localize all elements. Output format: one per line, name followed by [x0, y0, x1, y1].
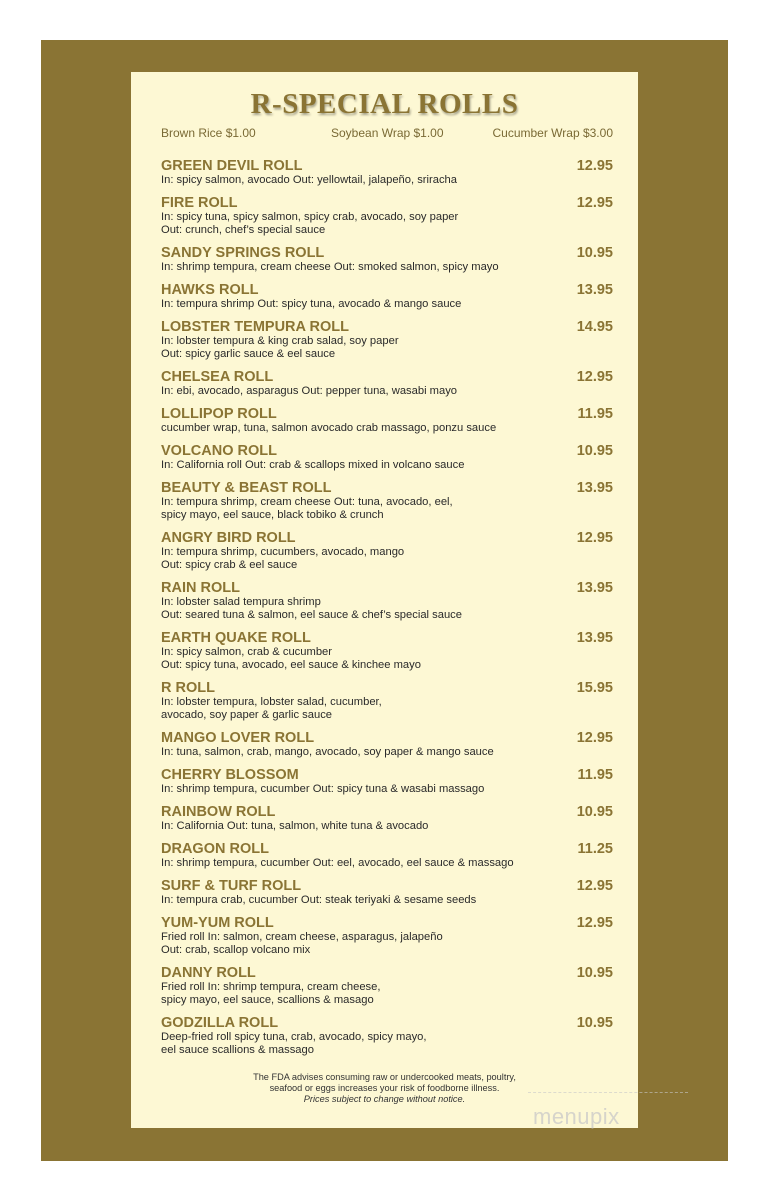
item-name: RAINBOW ROLL — [161, 804, 276, 820]
item-name: SURF & TURF ROLL — [161, 878, 302, 894]
item-price: 12.95 — [576, 915, 613, 931]
menu-item — [161, 915, 613, 965]
menu-item — [161, 878, 613, 915]
item-name: CHERRY BLOSSOM — [161, 767, 299, 783]
menu-item — [161, 680, 613, 730]
item-price: 12.95 — [576, 530, 613, 546]
item-price: 15.95 — [576, 680, 613, 696]
item-price: 12.95 — [576, 369, 613, 385]
option-soybean-wrap: Soybean Wrap $1.00 — [331, 126, 444, 140]
item-name: YUM-YUM ROLL — [161, 915, 274, 931]
menu-item — [161, 630, 613, 680]
menu-item — [161, 158, 613, 195]
item-price: 12.95 — [576, 195, 613, 211]
item-name: ANGRY BIRD ROLL — [161, 530, 296, 546]
menu-item — [161, 443, 613, 480]
item-description: In: tempura crab, cucumber Out: steak teriyaki & sesame seeds — [161, 894, 477, 906]
item-price: 11.25 — [577, 841, 613, 857]
disclaimer-line: seafood or eggs increases your risk of foodborne illness. — [269, 1083, 500, 1093]
item-name: RAIN ROLL — [161, 580, 240, 596]
item-price: 12.95 — [576, 730, 613, 746]
item-name: EARTH QUAKE ROLL — [161, 630, 311, 646]
item-description: In: lobster salad tempura shrimp Out: seared tuna & salmon, eel sauce & chef’s special sauce — [161, 596, 462, 621]
menu-item — [161, 1015, 613, 1065]
item-description: Fried roll In: shrimp tempura, cream cheese, spicy mayo, eel sauce, scallions & masago — [161, 981, 381, 1006]
item-description: Fried roll In: salmon, cream cheese, asparagus, jalapeño Out: crab, scallop volcano mix — [161, 931, 443, 956]
menu-item — [161, 841, 613, 878]
item-description: In: tempura shrimp, cucumbers, avocado, mango Out: spicy crab & eel sauce — [161, 546, 405, 571]
item-description: cucumber wrap, tuna, salmon avocado crab massago, ponzu sauce — [161, 422, 497, 434]
item-price: 12.95 — [576, 158, 613, 174]
item-description: In: California roll Out: crab & scallops mixed in volcano sauce — [161, 459, 465, 471]
item-price: 13.95 — [576, 480, 613, 496]
item-description: In: tempura shrimp, cream cheese Out: tuna, avocado, eel, spicy mayo, eel sauce, black tobiko & crunch — [161, 496, 453, 521]
item-price: 13.95 — [576, 580, 613, 596]
option-brown-rice: Brown Rice $1.00 — [161, 126, 256, 140]
item-description: In: spicy salmon, crab & cucumber Out: spicy tuna, avocado, eel sauce & kinchee mayo — [161, 646, 421, 671]
item-price: 13.95 — [576, 282, 613, 298]
item-description: In: California Out: tuna, salmon, white tuna & avocado — [161, 820, 429, 832]
item-price: 10.95 — [576, 245, 613, 261]
item-description: In: spicy tuna, spicy salmon, spicy crab, avocado, soy paper Out: crunch, chef’s special sauce — [161, 211, 459, 236]
item-price: 14.95 — [576, 319, 613, 335]
item-name: MANGO LOVER ROLL — [161, 730, 315, 746]
menu-item — [161, 195, 613, 245]
item-description: In: lobster tempura, lobster salad, cucumber, avocado, soy paper & garlic sauce — [161, 696, 382, 721]
item-name: BEAUTY & BEAST ROLL — [161, 480, 332, 496]
menu-title: R-SPECIAL ROLLS — [250, 88, 519, 120]
item-price: 12.95 — [576, 878, 613, 894]
menu-item — [161, 580, 613, 630]
menu-item — [161, 804, 613, 841]
item-description: Deep-fried roll spicy tuna, crab, avocado, spicy mayo, eel sauce scallions & massago — [161, 1031, 427, 1056]
menu-item — [161, 767, 613, 804]
item-name: DANNY ROLL — [161, 965, 256, 981]
menu-item — [161, 406, 613, 443]
item-name: FIRE ROLL — [161, 195, 238, 211]
item-price: 11.95 — [577, 767, 613, 783]
item-name: DRAGON ROLL — [161, 841, 269, 857]
item-price: 10.95 — [576, 804, 613, 820]
menu-item — [161, 480, 613, 530]
wrap-options — [161, 126, 613, 144]
item-description: In: lobster tempura & king crab salad, soy paper Out: spicy garlic sauce & eel sauce — [161, 335, 399, 360]
item-price: 10.95 — [576, 965, 613, 981]
item-name: SANDY SPRINGS ROLL — [161, 245, 325, 261]
item-name: GODZILLA ROLL — [161, 1015, 279, 1031]
item-description: In: shrimp tempura, cream cheese Out: smoked salmon, spicy mayo — [161, 261, 499, 273]
item-description: In: ebi, avocado, asparagus Out: pepper tuna, wasabi mayo — [161, 385, 458, 397]
item-description: In: shrimp tempura, cucumber Out: eel, avocado, eel sauce & massago — [161, 857, 514, 869]
menu-item — [161, 369, 613, 406]
item-price: 11.95 — [577, 406, 613, 422]
menu-item — [161, 965, 613, 1015]
item-description: In: tempura shrimp Out: spicy tuna, avocado & mango sauce — [161, 298, 462, 310]
item-name: HAWKS ROLL — [161, 282, 259, 298]
option-cucumber-wrap: Cucumber Wrap $3.00 — [492, 126, 613, 140]
item-name: LOLLIPOP ROLL — [161, 406, 277, 422]
item-description: In: spicy salmon, avocado Out: yellowtail, jalapeño, sriracha — [161, 174, 457, 186]
item-price: 10.95 — [576, 1015, 613, 1031]
menu-item — [161, 530, 613, 580]
item-description: In: tuna, salmon, crab, mango, avocado, soy paper & mango sauce — [161, 746, 494, 758]
item-price: 13.95 — [576, 630, 613, 646]
item-description: In: shrimp tempura, cucumber Out: spicy tuna & wasabi massago — [161, 783, 485, 795]
menu-item-list — [161, 158, 613, 1065]
item-name: R ROLL — [161, 680, 215, 696]
item-name: GREEN DEVIL ROLL — [161, 158, 303, 174]
menu-item — [161, 245, 613, 282]
item-price: 10.95 — [576, 443, 613, 459]
menu-item — [161, 282, 613, 319]
item-name: LOBSTER TEMPURA ROLL — [161, 319, 349, 335]
menu-panel — [131, 72, 638, 1128]
item-name: CHELSEA ROLL — [161, 369, 274, 385]
disclaimer-line: The FDA advises consuming raw or undercooked meats, poultry, — [253, 1072, 516, 1082]
price-notice: Prices subject to change without notice. — [303, 1094, 466, 1104]
item-name: VOLCANO ROLL — [161, 443, 277, 459]
menu-item — [161, 730, 613, 767]
menupix-watermark: menupix — [533, 1104, 620, 1129]
menu-item — [161, 319, 613, 369]
